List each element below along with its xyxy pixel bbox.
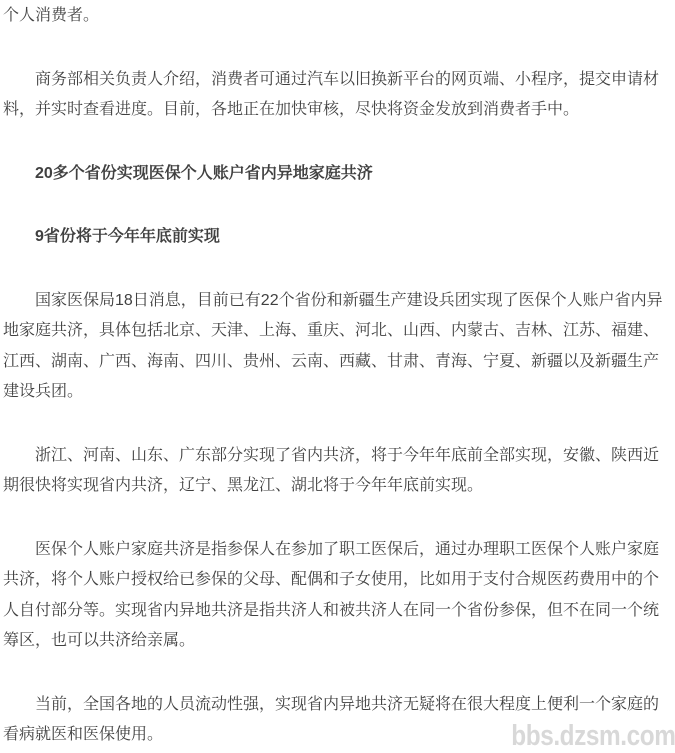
article-paragraph: 国家医保局18日消息，目前已有22个省份和新疆生产建设兵团实现了医保个人账户省内异地家庭共济，具体包括北京、天津、上海、重庆、河北、山西、内蒙古、吉林、江苏、福建、江西、湖南、广西、海南、四川、贵州、云南、西藏、甘肃、青海、宁夏、新疆以及新疆生产建设兵团。 xyxy=(3,291,663,400)
article-paragraph-continuation: 个人消费者。 xyxy=(3,7,100,24)
article-paragraph: 浙江、河南、山东、广东部分实现了省内共济，将于今年年底前全部实现，安徽、陕西近期很快将实现省内共济，辽宁、黑龙江、湖北将于今年年底前实现。 xyxy=(3,446,660,494)
site-watermark: bbs.dzsm.com xyxy=(510,720,675,752)
article-paragraph: 当前，全国各地的人员流动性强，实现省内异地共济无疑将在很大程度上便利一个家庭的看病就医和医保使用。 xyxy=(3,695,660,743)
article-paragraph: 医保个人账户家庭共济是指参保人在参加了职工医保后，通过办理职工医保个人账户家庭共济，将个人账户授权给已参保的父母、配偶和子女使用，比如用于支付合规医药费用中的个人自付部分等。实现省内异地共济是指共济人和被共济人在同一个省份参保，但不在同一个统筹区，也可以共济给亲属。 xyxy=(3,540,660,649)
article-paragraph: 商务部相关负责人介绍，消费者可通过汽车以旧换新平台的网页端、小程序，提交申请材料，并实时查看进度。目前，各地正在加快审核，尽快将资金发放到消费者手中。 xyxy=(3,70,660,118)
section-subheading: 9省份将于今年年底前实现 xyxy=(35,228,220,245)
section-heading: 20多个省份实现医保个人账户省内异地家庭共济 xyxy=(35,164,373,182)
